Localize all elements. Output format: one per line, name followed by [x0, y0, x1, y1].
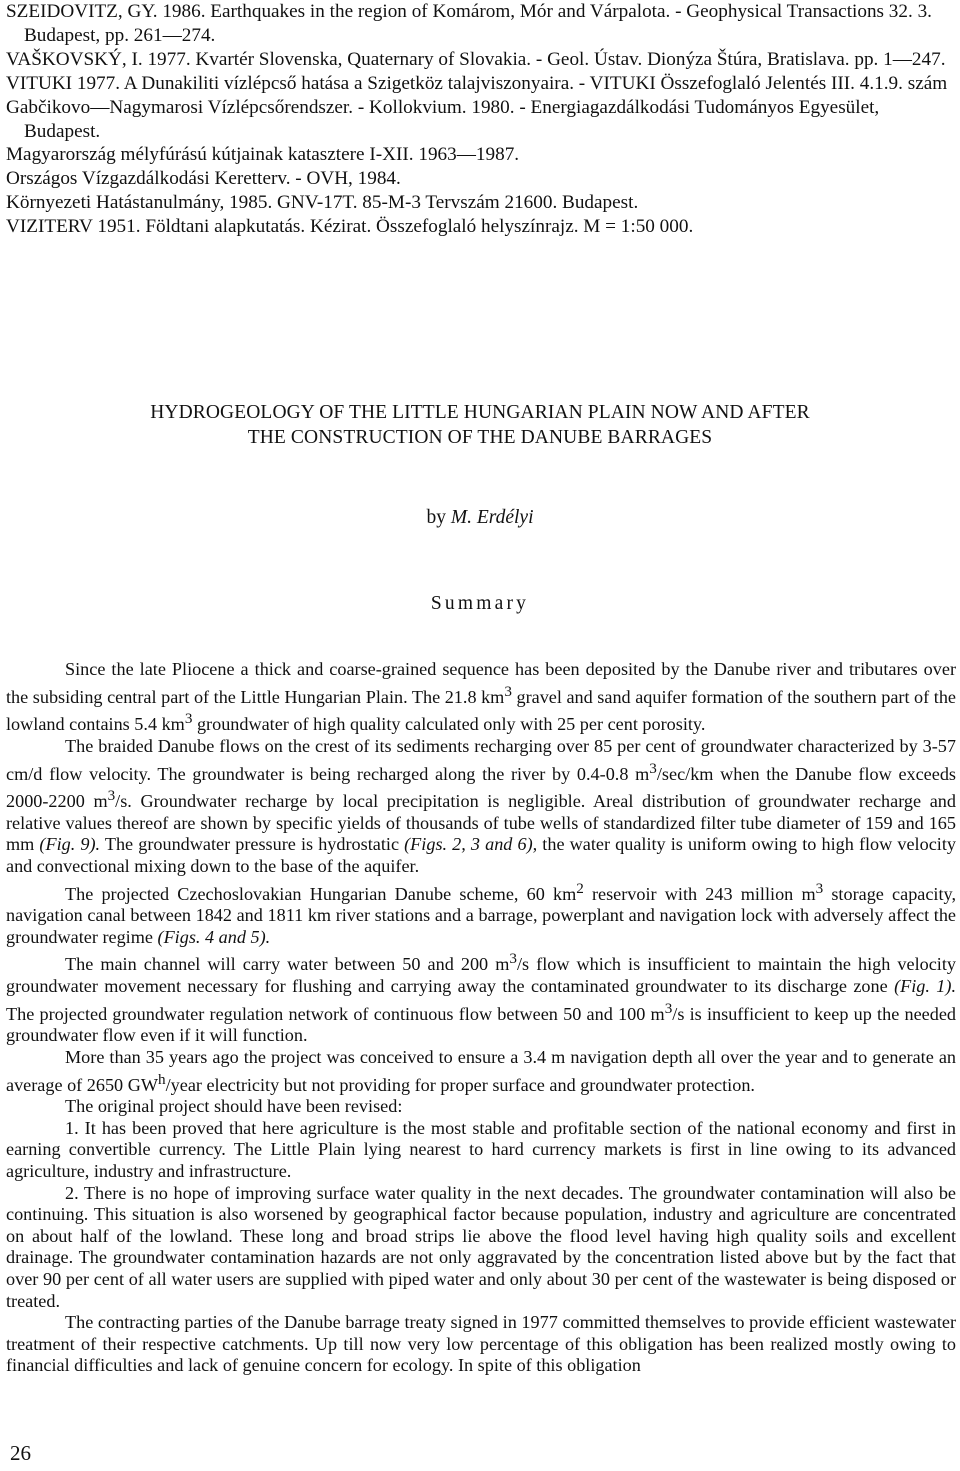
summary-paragraph: The projected Czechoslovakian Hungarian Danube scheme, 60 $km^2$ reservoir with 243 million $m^3$ storage capacity, navigation canal between 1842 and 1811 km river stations and a barrage, powerplant and navigation lock with adversely affect the groundwater regime (Figs. 4 and 5).	[6, 879, 956, 947]
page-number: 26	[10, 1441, 31, 1465]
reference-item: VAŠKOVSKÝ, I. 1977. Kvartér Slovenska, Quaternary of Slovakia. - Geol. Ústav. Dionýza Štúra, Bratislava. pp. 1—247.	[6, 48, 946, 70]
summary-paragraph: The braided Danube flows on the crest of its sediments recharging over 85 per cent of groundwater characterized by 3-57 cm/d flow velocity. The groundwater is being recharged along the river by 0.4-0.8 $m^3/\sec/km$ when the Danube flow exceeds 2000-2200 $m^3/s$. Groundwater recharge by local precipitation is negligible. Areal distribution of groundwater recharge and relative values thereof are shown by specific yields of thousands of tube wells of standardized filter tube diameter of 159 and 165 mm (Fig. 9). The groundwater pressure is hydrostatic (Figs. 2, 3 and 6), the water quality is uniform owing to high flow velocity and convectional mixing down to the base of the aquifer.	[6, 735, 956, 876]
summary-paragraph: 2. There is no hope of improving surface water quality in the next decades. The groundwater contamination will also be continuing. This situation is also worsened by geographical factor because population, industry and agriculture are concentrated on about half of the lowland. These long and broad strips lie above the flood level having high quality soils and excellent drainage. The groundwater contamination hazards are not only aggravated by the concentration listed above but by the fact that over 90 per cent of all water users are supplied with piped water and only about 30 per cent of the wastewater is being disposed or treated.	[6, 1182, 956, 1311]
summary-paragraph: More than 35 years ago the project was conceived to ensure a 3.4 m navigation depth all over the year and to generate an average of 2650 $GW^h$/year electricity but not providing for proper surface and groundwater protection.	[6, 1046, 956, 1095]
author-name: M. Erdélyi	[450, 507, 534, 528]
paper-title	[0, 400, 960, 450]
summary-body	[6, 659, 956, 1377]
reference-item: SZEIDOVITZ, GY. 1986. Earthquakes in the region of Komárom, Mór and Várpalota. - Geophysical Transactions 32. 3. Budapest, pp. 261—274.	[6, 1, 932, 46]
reference-item: VIZITERV 1951. Földtani alapkutatás. Kézirat. Összefoglaló helyszínrajz. M = 1:50 000.	[6, 216, 694, 238]
summary-paragraph: The original project should have been revised:	[65, 1096, 403, 1117]
reference-item: VITUKI 1977. A Dunakiliti vízlépcső hatása a Szigetköz talajviszonyaira. - VITUKI Összefoglaló Jelentés III. 4.1.9. szám	[6, 72, 948, 94]
paper-title-line-1: HYDROGEOLOGY OF THE LITTLE HUNGARIAN PLAIN NOW AND AFTER	[150, 402, 810, 423]
references-list	[6, 0, 956, 239]
summary-paragraph: Since the late Pliocene a thick and coarse-grained sequence has been deposited by the Danube river and tributares over the subsiding central part of the Little Hungarian Plain. The 21.8 $km^3$ gravel and sand aquifer formation of the southern part of the lowland contains 5.4 $km^3$ groundwater of high quality calculated only with 25 per cent porosity.	[6, 659, 956, 735]
summary-paragraph: The contracting parties of the Danube barrage treaty signed in 1977 committed themselves to provide efficient wastewater treatment of their respective catchments. Up till now very low percentage of this obligation has been realized mostly owing to financial difficulties and lack of genuine concern for ecology. In spite of this obligation	[6, 1312, 956, 1376]
reference-item: Országos Vízgazdálkodási Keretterv. - OVH, 1984.	[6, 168, 401, 190]
summary-heading: Summary	[430, 593, 530, 614]
reference-item: Gabčikovo—Nagymarosi Vízlépcsőrendszer. - Kollokvium. 1980. - Energiagazdálkodási Tudományos Egyesület, Budapest.	[6, 96, 880, 142]
summary-paragraph: 1. It has been proved that here agriculture is the most stable and profitable section of the national economy and first in earning convertible currency. The Little Plain lying nearest to hard currency markets is first in line owing to its advanced agriculture, industry and infrastructure.	[6, 1117, 956, 1181]
reference-item: Magyarország mélyfúrású kútjainak katasztere I-XII. 1963—1987.	[6, 144, 520, 166]
reference-item: Környezeti Hatástanulmány, 1985. GNV-17T. 85-M-3 Tervszám 21600. Budapest.	[6, 192, 639, 214]
summary-paragraph: The main channel will carry water between 50 and 200 $m^3/s$ flow which is insufficient to maintain the high velocity groundwater movement necessary for flushing and carrying away the contaminated groundwater to its discharge zone (Fig. 1). The projected groundwater regulation network of continuous flow between 50 and 100 $m^3/s$ is insufficient to keep up the needed groundwater flow even if it will function.	[6, 950, 956, 1046]
paper-title-line-2: THE CONSTRUCTION OF THE DANUBE BARRAGES	[247, 427, 713, 448]
author-prefix: by	[426, 507, 446, 528]
author-line	[0, 507, 960, 529]
